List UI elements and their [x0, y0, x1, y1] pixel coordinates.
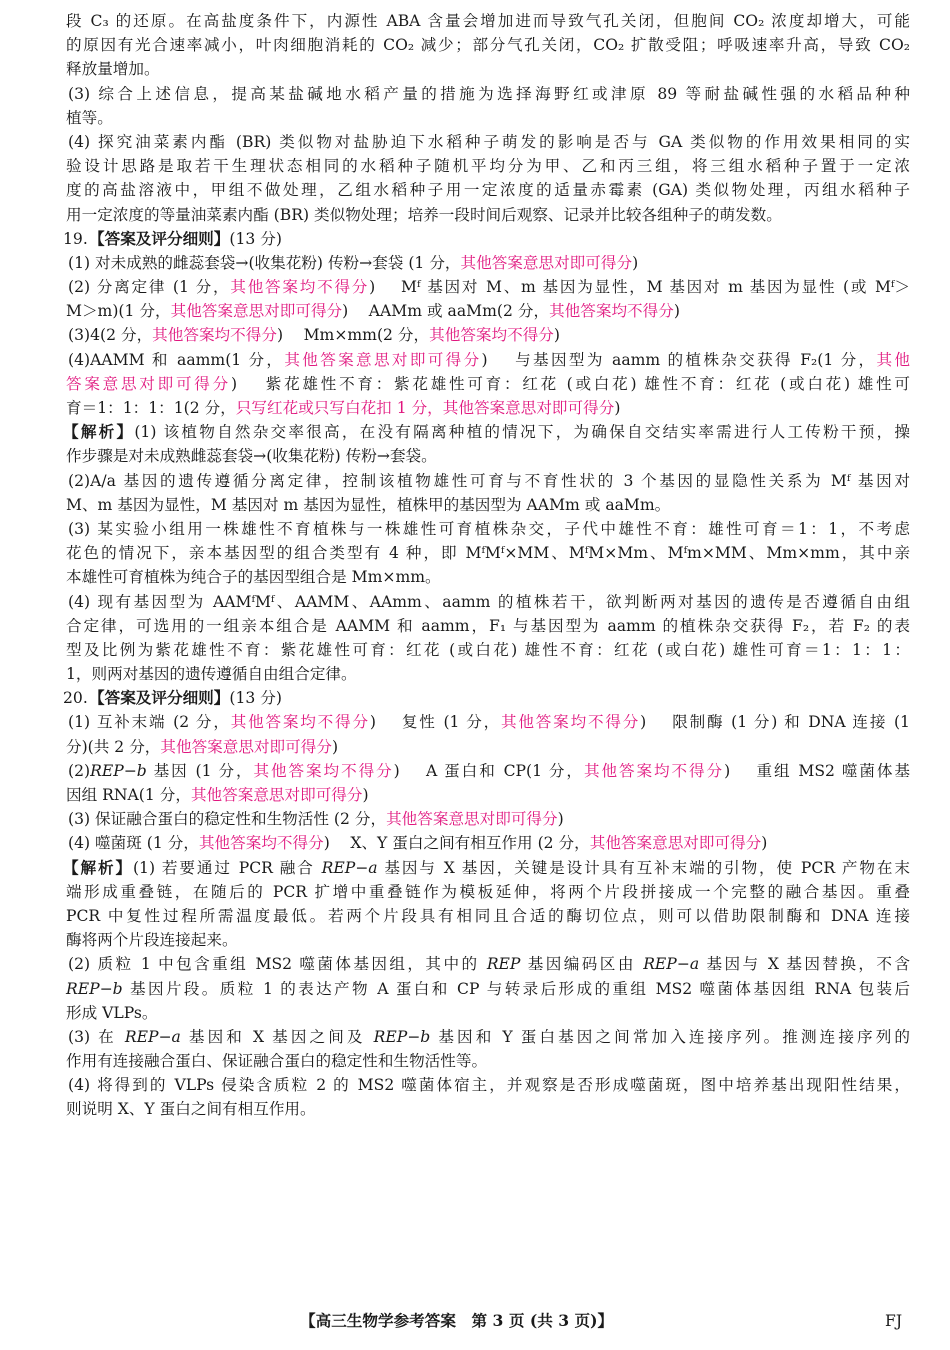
- line-text: ): [673, 302, 680, 321]
- line-text: ): [761, 834, 768, 853]
- line-text: 基因与 X 基因替换，不含: [699, 955, 910, 974]
- text-line: [66, 154, 910, 178]
- text-line: [66, 977, 910, 1001]
- line-text: 植等。: [66, 108, 113, 127]
- grading-note: 其他答案均不得分: [230, 713, 370, 732]
- line-text: (4)AAMM 和 aamm(1 分，: [68, 350, 285, 369]
- line-text: (4) 现有基因型为 AAMᶠMᶠ、AAMM、AAmm、aamm 的植株若干，欲判断两对基因的遗传是否遵循自由组: [68, 592, 910, 611]
- text-line: [68, 82, 910, 106]
- text-line: [68, 348, 910, 372]
- section-label: 【答案及评分细则】: [89, 688, 230, 708]
- text-line: [63, 420, 910, 444]
- question-number: 20.: [63, 689, 88, 708]
- grading-note: 其他答案意思对即可得分: [284, 350, 482, 369]
- grading-note: 其他答案均不得分: [429, 326, 554, 345]
- line-text: 基因编码区由: [520, 955, 644, 974]
- line-text: ): [553, 326, 560, 345]
- text-line: [66, 904, 910, 928]
- text-line: [68, 831, 910, 855]
- line-text: ): [331, 737, 339, 756]
- line-text: ): [614, 399, 621, 417]
- text-line: [68, 1073, 910, 1097]
- line-text: 育＝1：1：1：1(2 分，: [66, 399, 236, 417]
- line-text: ) Mm×mm(2 分，: [276, 326, 430, 345]
- page-footer: [0, 1310, 950, 1332]
- grading-note: 其他答案均不得分: [583, 761, 725, 780]
- text-line: [66, 493, 910, 517]
- text-line: [68, 952, 910, 976]
- line-text: (4) 探究油菜素内酯 (BR) 类似物对盐胁迫下水稻种子萌发的影响是否与 GA 类似物的作用效果相同的实: [68, 132, 910, 151]
- line-text: 1，则两对基因的遗传遵循自由组合定律。: [66, 665, 357, 684]
- text-line: [66, 9, 910, 33]
- text-line: [68, 517, 910, 541]
- text-line: [66, 783, 910, 807]
- text-line: [66, 1049, 910, 1073]
- line-text: ): [362, 786, 369, 804]
- text-line: [68, 759, 910, 783]
- text-line: [68, 130, 910, 154]
- line-text: 端形成重叠链，在随后的 PCR 扩增中重叠链作为模板延伸，将两个片段拼接成一个完整的融合基因。重叠: [66, 882, 910, 901]
- gene-name: REP−a: [321, 858, 378, 877]
- line-text: (2): [68, 761, 91, 780]
- line-text: (3) 保证融合蛋白的稳定性和生物活性 (2 分，: [68, 810, 387, 829]
- text-line: [68, 807, 910, 831]
- grading-note: 其他: [876, 350, 910, 369]
- line-text: (13 分): [229, 229, 282, 248]
- gene-name: REP−a: [124, 1027, 181, 1046]
- grading-note: 其他答案意思对即可得分: [460, 253, 633, 272]
- text-line: [66, 1097, 910, 1121]
- text-line: [68, 1025, 910, 1049]
- line-text: ): [557, 810, 564, 829]
- line-text: (13 分): [229, 689, 282, 708]
- line-text: 基因和 Y 蛋白基因之间常加入连接序列。推测连接序列的: [430, 1027, 910, 1046]
- text-line: [68, 590, 910, 614]
- line-text: (1) 对未成熟的雌蕊套袋→(收集花粉) 传粉→套袋 (1 分，: [68, 253, 461, 272]
- line-text: 型及比例为紫花雄性不育：紫花雄性可育：红花 (或白花) 雄性不育：红花 (或白花) 雄性可育＝1：1：1：: [66, 640, 910, 659]
- line-text: (3)4(2 分，: [68, 326, 153, 345]
- line-text: ) X、Y 蛋白之间有相互作用 (2 分，: [323, 834, 590, 853]
- line-text: 作用有连接融合蛋白、保证融合蛋白的稳定性和生物活性等。: [66, 1052, 488, 1071]
- line-text: ) AAMm 或 aaMm(2 分，: [342, 302, 550, 321]
- text-line: [63, 686, 910, 710]
- line-text: 的原因有光合速率减小，叶肉细胞消耗的 CO₂ 减少；部分气孔关闭，CO₂ 扩散受阻；呼吸速率升高，导致 CO₂: [66, 36, 910, 55]
- grading-note: 其他答案意思对即可得分: [190, 786, 363, 804]
- text-line: [68, 710, 910, 734]
- line-text: (1) 该植物自然杂交率很高，在没有隔离种植的情况下，为确保自交结实率需进行人工传粉干预，操: [134, 423, 910, 442]
- line-text: 本雄性可育植株为纯合子的基因型组合是 Mm×mm。: [66, 568, 441, 587]
- line-text: (2) 质粒 1 中包含重组 MS2 噬菌体基因组，其中的: [68, 955, 487, 974]
- line-text: 酶将两个片段连接起来。: [66, 931, 238, 950]
- text-line: [68, 323, 910, 347]
- line-text: ) 复性 (1 分，: [369, 713, 501, 732]
- gene-name: REP−b: [373, 1027, 431, 1046]
- line-text: 用一定浓度的等量油菜素内酯 (BR) 类似物处理；培养一段时间后观察、记录并比较各组种子的萌发数。: [66, 205, 782, 224]
- line-text: ) Mᶠ 基因对 M、m 基因为显性，M 基因对 m 基因为显性 (或 Mᶠ＞: [369, 278, 910, 297]
- grading-note: 只写红花或只写白花扣 1 分，其他答案意思对即可得分: [235, 399, 615, 417]
- line-text: 验设计思路是取若干生理状态相同的水稻种子随机平均分为甲、乙和丙三组，将三组水稻种子置于一定浓: [66, 157, 910, 176]
- footer-page-label: 【高三生物学参考答案 第 3 页 (共 3 页)】: [300, 1311, 614, 1330]
- grading-note: 其他答案均不得分: [549, 302, 674, 321]
- grading-note: 其他答案意思对即可得分: [160, 737, 332, 756]
- text-line: [66, 396, 910, 420]
- text-line: [66, 880, 910, 904]
- grading-note: 其他答案均不得分: [198, 834, 324, 853]
- line-text: ): [632, 253, 639, 272]
- line-text: (2) 分离定律 (1 分，: [68, 278, 231, 297]
- text-line: [66, 444, 910, 468]
- line-text: 基因 (1 分，: [146, 761, 254, 780]
- question-number: 19.: [63, 229, 88, 248]
- line-text: 基因片段。质粒 1 的表达产物 A 蛋白和 CP 与转录后形成的重组 MS2 噬菌体基因组 RNA 包装后: [122, 979, 910, 998]
- line-text: 花色的情况下，亲本基因型的组合类型有 4 种，即 MᶠMᶠ×MM、MᶠM×Mm、Mᶠm×MM、Mm×mm，其中亲: [66, 544, 910, 563]
- line-text: (4) 将得到的 VLPs 侵染含质粒 2 的 MS2 噬菌体宿主，并观察是否形成噬菌斑，图中培养基出现阳性结果，: [68, 1076, 910, 1095]
- text-line: [66, 106, 910, 130]
- text-line: [66, 541, 910, 565]
- footer-region-code: FJ: [885, 1312, 903, 1330]
- line-text: (3) 某实验小组用一株雄性不育植株与一株雄性可育植株杂交，子代中雄性不育：雄性可育＝1：1，不考虑: [68, 519, 910, 538]
- line-text: (3) 在: [68, 1027, 125, 1046]
- gene-name: REP−b: [66, 979, 123, 998]
- line-text: (2)A/a 基因的遗传遵循分离定律，控制该植物雄性可育与不育性状的 3 个基因的显隐性关系为 Mᶠ 基因对: [68, 471, 910, 490]
- section-label: 【解析】: [63, 857, 133, 877]
- text-line: [68, 251, 910, 275]
- line-text: (1) 互补末端 (2 分，: [68, 713, 231, 732]
- text-line: [66, 203, 910, 227]
- gene-name: REP−a: [643, 955, 700, 974]
- line-text: PCR 中复性过程所需温度最低。若两个片段具有相同且合适的酶切位点，则可以借助限制酶和 DNA 连接: [66, 906, 910, 925]
- gene-name: REP: [486, 955, 521, 974]
- line-text: 则说明 X、Y 蛋白之间有相互作用。: [66, 1100, 316, 1119]
- line-text: ) A 蛋白和 CP(1 分，: [393, 761, 584, 780]
- text-line: [66, 638, 910, 662]
- line-text: (1) 若要通过 PCR 融合: [132, 858, 322, 877]
- section-label: 【答案及评分细则】: [89, 228, 230, 248]
- line-text: 段 C₃ 的还原。在高盐度条件下，内源性 ABA 含量会增加进而导致气孔关闭，但胞间 CO₂ 浓度却增大，可能: [66, 12, 910, 30]
- line-text: 基因与 X 基因，关键是设计具有互补末端的引物，使 PCR 产物在末: [377, 858, 910, 877]
- line-text: M＞m)(1 分，: [66, 302, 171, 321]
- text-line: [66, 735, 910, 759]
- section-label: 【解析】: [63, 422, 135, 442]
- line-text: 释放量增加。: [66, 60, 160, 79]
- text-line: [66, 57, 910, 81]
- line-text: ) 限制酶 (1 分) 和 DNA 连接 (1: [640, 713, 910, 732]
- grading-note: 其他答案意思对即可得分: [170, 302, 343, 321]
- grading-note: 其他答案均不得分: [253, 761, 394, 780]
- line-text: ) 与基因型为 aamm 的植株杂交获得 F₂(1 分，: [481, 350, 877, 369]
- line-text: (4) 噬菌斑 (1 分，: [68, 834, 199, 853]
- text-line: [66, 662, 910, 686]
- grading-note: 其他答案均不得分: [230, 278, 370, 297]
- line-text: 基因和 X 基因之间及: [180, 1027, 374, 1046]
- grading-note: 其他答案意思对即可得分: [386, 810, 558, 829]
- line-text: 分)(共 2 分，: [66, 737, 161, 756]
- grading-note: 答案意思对即可得分: [66, 374, 231, 393]
- text-line: [66, 299, 910, 323]
- line-text: 度的高盐溶液中，甲组不做处理，乙组水稻种子用一定浓度的适量赤霉素 (GA) 类似物处理，丙组水稻种子: [66, 181, 910, 200]
- grading-note: 其他答案均不得分: [152, 326, 277, 345]
- answer-document: [63, 9, 910, 1122]
- text-line: [66, 928, 910, 952]
- line-text: (3) 综合上述信息，提高某盐碱地水稻产量的措施为选择海野红或津原 89 等耐盐碱性强的水稻品种种: [68, 84, 910, 103]
- text-line: [66, 1001, 910, 1025]
- text-line: [66, 372, 910, 396]
- text-line: [63, 856, 910, 880]
- line-text: M、m 基因为显性，M 基因对 m 基因为显性，植株甲的基因型为 AAMm 或 aaMm。: [66, 495, 671, 514]
- line-text: ) 重组 MS2 噬菌体基: [724, 761, 910, 780]
- grading-note: 其他答案意思对即可得分: [589, 834, 762, 853]
- text-line: [66, 614, 910, 638]
- line-text: ) 紫花雄性不育：紫花雄性可育：红花 (或白花) 雄性不育：红花 (或白花) 雄性可: [230, 374, 910, 393]
- text-line: [66, 178, 910, 202]
- grading-note: 其他答案均不得分: [501, 713, 641, 732]
- text-line: [68, 275, 910, 299]
- text-line: [66, 565, 910, 589]
- line-text: 作步骤是对未成熟雌蕊套袋→(收集花粉) 传粉→套袋。: [66, 447, 437, 466]
- line-text: 合定律，可选用的一组亲本组合是 AAMM 和 aamm，F₁ 与基因型为 aamm 的植株杂交获得 F₂，若 F₂ 的表: [66, 616, 910, 635]
- text-line: [63, 227, 910, 251]
- text-line: [68, 469, 910, 493]
- line-text: 形成 VLPs。: [66, 1003, 158, 1022]
- line-text: 因组 RNA(1 分，: [66, 786, 191, 804]
- text-line: [66, 33, 910, 57]
- gene-name: REP−b: [90, 761, 147, 780]
